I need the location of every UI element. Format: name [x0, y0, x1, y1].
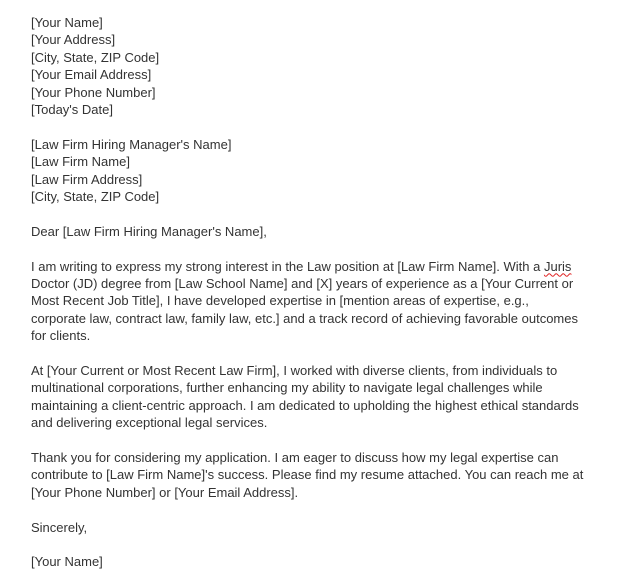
signature	[31, 553, 611, 570]
closing-text: Sincerely,	[31, 519, 88, 535]
paragraph-line: corporate law, contract law, family law, etc.] and a track record of achieving favorable outcomes	[31, 310, 578, 326]
paragraph-line: multinational corporations, further enhancing my ability to navigate legal challenges while	[31, 380, 543, 396]
body-paragraph-closing	[31, 449, 611, 501]
recipient-city-state-zip: [City, State, ZIP Code]	[31, 189, 160, 205]
closing	[31, 519, 611, 536]
sender-phone: [Your Phone Number]	[31, 84, 156, 100]
paragraph-line: contribute to [Law Firm Name]'s success. Please find my resume attached. You can reach me at	[31, 467, 584, 483]
letter-date: [Today's Date]	[31, 102, 113, 118]
body-paragraph-intro	[31, 258, 611, 345]
sender-email: [Your Email Address]	[31, 67, 152, 83]
sender-address-block	[31, 14, 611, 118]
recipient-firm-name: [Law Firm Name]	[31, 154, 130, 170]
recipient-firm-address: [Law Firm Address]	[31, 171, 143, 187]
paragraph-line: At [Your Current or Most Recent Law Firm], I worked with diverse clients, from individuals to	[31, 363, 558, 379]
cover-letter-document[interactable]	[31, 14, 611, 588]
recipient-address-block	[31, 136, 611, 206]
paragraph-line: for clients.	[31, 328, 91, 344]
sender-name: [Your Name]	[31, 15, 103, 30]
paragraph-line-text: I am writing to express my strong interest in the Law position at [Law Firm Name]. With a	[31, 258, 544, 274]
salutation-text: Dear [Law Firm Hiring Manager's Name],	[31, 223, 267, 239]
paragraph-line: [Your Phone Number] or [Your Email Address].	[31, 484, 299, 500]
sender-address: [Your Address]	[31, 32, 116, 48]
paragraph-line: Most Recent Job Title], I have developed expertise in [mention areas of expertise, e.g.,	[31, 293, 529, 309]
paragraph-line: maintaining a client-centric approach. I am dedicated to upholding the highest ethical standards	[31, 397, 579, 413]
misspelled-word[interactable]: Juris	[543, 258, 572, 274]
body-paragraph-experience	[31, 362, 611, 432]
paragraph-line: and delivering exceptional legal services.	[31, 415, 268, 431]
recipient-name: [Law Firm Hiring Manager's Name]	[31, 136, 232, 152]
salutation	[31, 223, 611, 240]
paragraph-line	[31, 258, 611, 275]
paragraph-line: Doctor (JD) degree from [Law School Name] and [X] years of experience as a [Your Current or	[31, 276, 574, 292]
signature-name: [Your Name]	[31, 554, 103, 570]
paragraph-line: Thank you for considering my application. I am eager to discuss how my legal expertise can	[31, 450, 559, 466]
sender-city-state-zip: [City, State, ZIP Code]	[31, 49, 160, 65]
